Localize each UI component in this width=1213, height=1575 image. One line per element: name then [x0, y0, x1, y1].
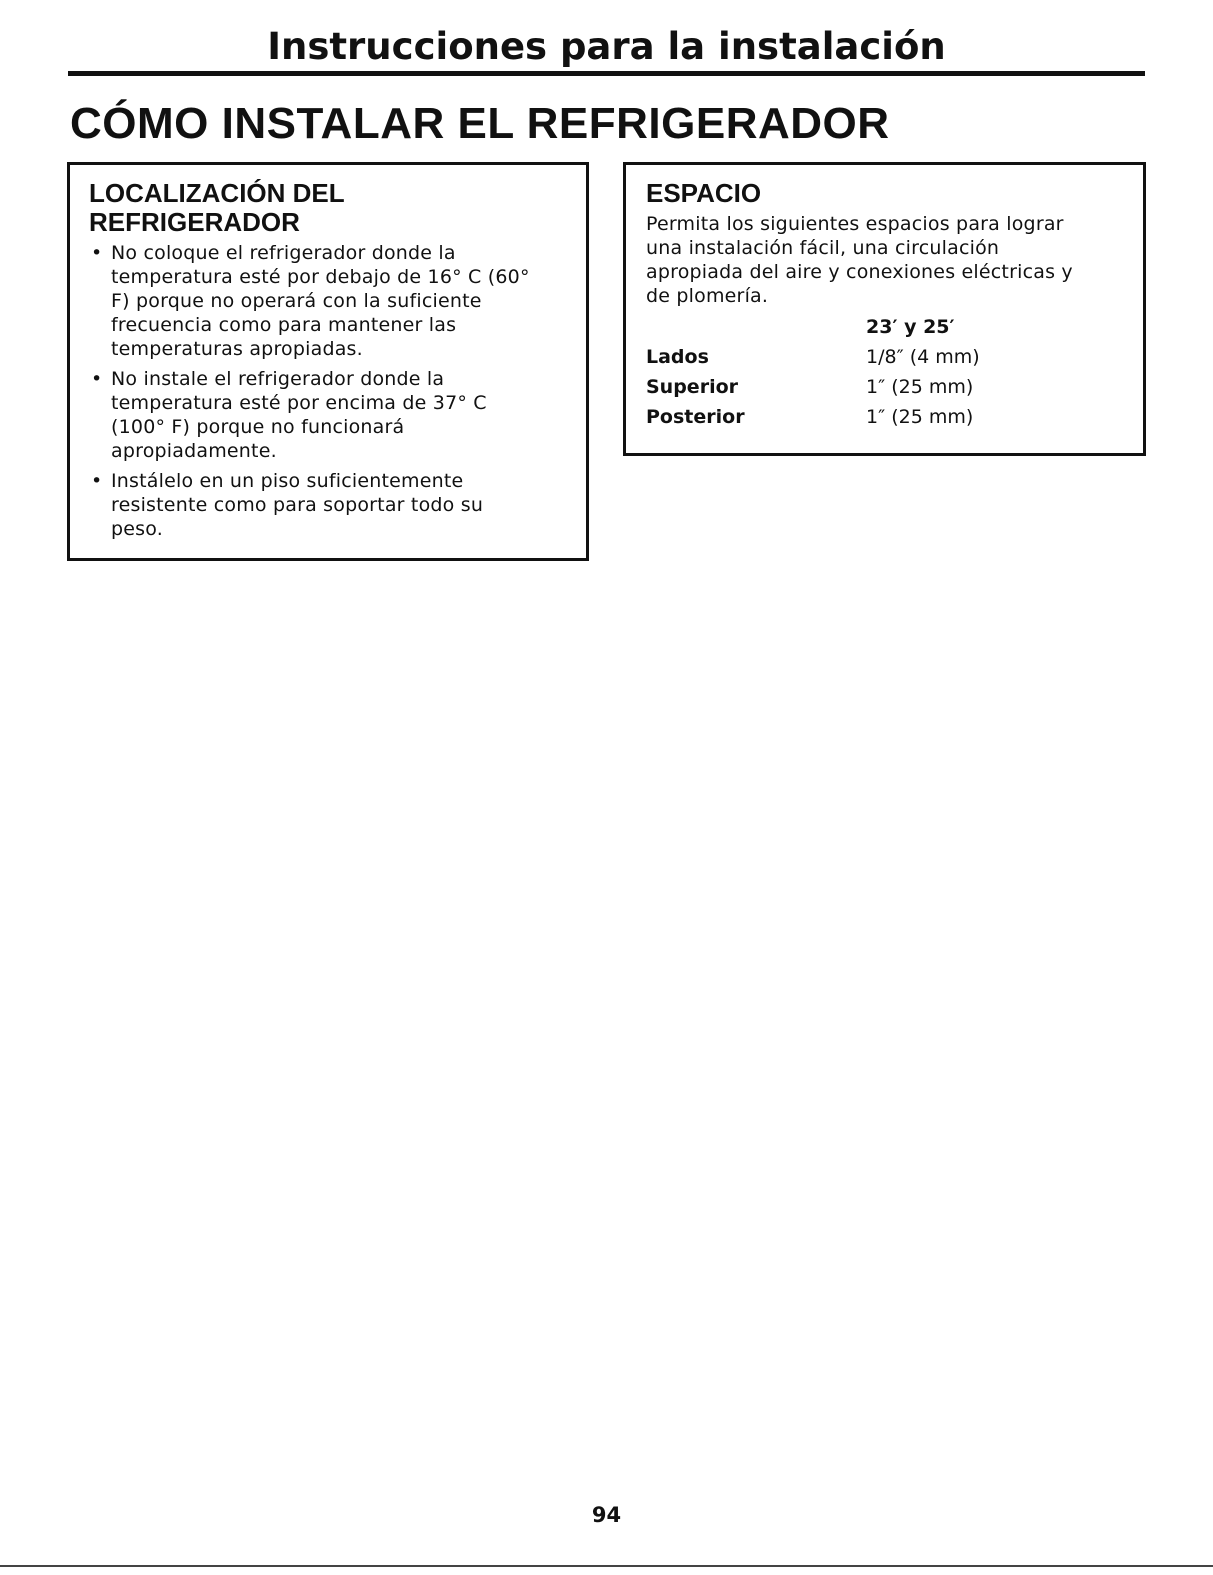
list-item: [89, 241, 541, 361]
table-row: [646, 402, 980, 432]
space-intro: Permita los siguientes espacios para lograr una instalación fácil, una circulación apropiada del aire y conexiones eléctricas y de plomería.: [646, 213, 1073, 307]
table-column-header: 23′ y 25′: [866, 316, 955, 338]
table-row-value: 1″ (25 mm): [866, 376, 974, 398]
table-row-label: Lados: [646, 346, 709, 368]
bullet-icon: •: [91, 242, 103, 264]
list-item: [89, 367, 511, 463]
bullet-icon: •: [91, 368, 103, 390]
list-item-text: Instálelo en un piso suficientemente resistente como para soportar todo su peso.: [111, 470, 484, 540]
bottom-divider: [0, 1565, 1213, 1567]
table-row: [646, 342, 980, 372]
table-row-value: 1/8″ (4 mm): [866, 346, 980, 368]
table-row-label: Superior: [646, 376, 739, 398]
list-item-text: No coloque el refrigerador donde la temperatura esté por debajo de 16° C (60° F) porque no operará con la suficiente frecuencia como para mantener las temperaturas apropiadas.: [111, 242, 530, 360]
page-number: 94: [591, 1503, 622, 1527]
list-item-text: No instale el refrigerador donde la temperatura esté por encima de 37° C (100° F) porque no funcionará apropiadamente.: [111, 368, 487, 462]
location-heading-line1: LOCALIZACIÓN DEL: [89, 178, 345, 208]
space-heading: ESPACIO: [646, 178, 762, 208]
page-title: CÓMO INSTALAR EL REFRIGERADOR: [70, 99, 890, 148]
list-item: [89, 469, 511, 541]
table-header-row: [646, 312, 980, 342]
location-heading-line2: REFRIGERADOR: [89, 207, 300, 237]
location-box: [67, 162, 589, 561]
header-divider: [68, 71, 1145, 76]
table-row: [646, 372, 980, 402]
table-row-value: 1″ (25 mm): [866, 406, 974, 428]
clearance-table: [646, 312, 980, 432]
space-box: [623, 162, 1146, 456]
table-row-label: Posterior: [646, 406, 745, 428]
bullet-icon: •: [91, 470, 103, 492]
location-heading: [89, 179, 568, 237]
location-bullet-list: [89, 241, 568, 541]
table-corner-cell: [646, 312, 866, 342]
section-header-title: Instrucciones para la instalación: [267, 25, 946, 68]
